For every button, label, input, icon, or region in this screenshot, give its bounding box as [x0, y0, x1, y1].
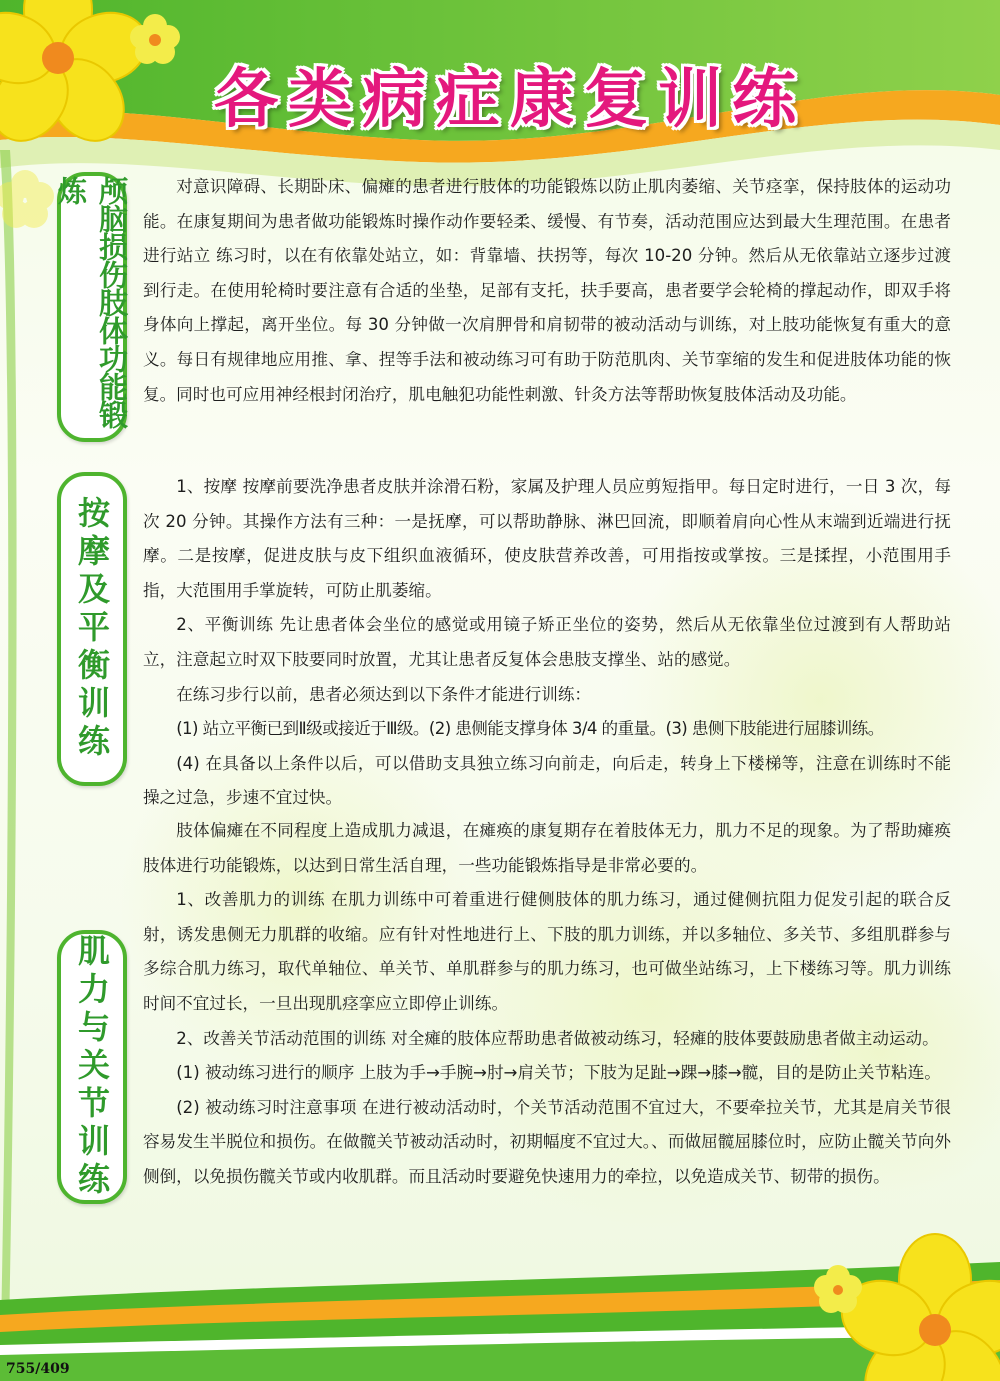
section-massage-balance-text [143, 470, 951, 816]
section-label-text: 颅脑损伤肢体功能锻炼 [54, 176, 129, 428]
page-title: 各类病症康复训练 [214, 63, 806, 137]
section-muscle-joint-text [143, 814, 951, 1195]
paragraph: 1、按摩 按摩前要洗净患者皮肤并涂滑石粉，家属及护理人员应剪短指甲。每日定时进行，一日 3 次，每次 20 分钟。其操作方法有三种：一是抚摩，可以帮助静脉、淋巴回流，即顺着肩向心性从末端到近端进行抚摩。二是按摩，促进皮肤与皮下组织血液循环，使皮肤营养改善，可用指按或掌按。三是揉捏，小范围用手指，大范围用手掌旋转，可防止肌萎缩。 [143, 477, 951, 600]
section-label-muscle-joint [57, 930, 127, 1204]
paragraph: 对意识障碍、长期卧床、偏瘫的患者进行肢体的功能锻炼以防止肌肉萎缩、关节痉挛，保持肢体的运动功能。在康复期间为患者做功能锻炼时操作动作要轻柔、缓慢、有节奏，活动范围应达到最大生理范围。在患者进行站立 练习时，以在有依靠处站立，如：背靠墙、扶拐等，每次 10-20 分钟。然后从无依靠站立逐步过渡到行走。在使用轮椅时要注意有合适的坐垫，足部有支托，扶手要高，患者要学会轮椅的撑起动作，即双手将身体向上撑起，离开坐位。每 30 分钟做一次肩胛骨和肩韧带的被动活动与训练，对上肢功能恢复有重大的意义。每日有规律地应用推、拿、捏等手法和被动练习可有助于防范肌肉、关节挛缩的发生和促进肢体功能的恢复。同时也可应用神经根封闭治疗，肌电触犯功能性刺激、针灸方法等帮助恢复肢体活动及功能。 [143, 177, 951, 404]
paragraph: (4) 在具备以上条件以后，可以借助支具独立练习向前走，向后走，转身上下楼梯等，注意在训练时不能操之过急，步速不宜过快。 [143, 753, 951, 808]
paragraph: (1) 站立平衡已到Ⅱ级或接近于Ⅲ级。(2) 患侧能支撑身体 3/4 的重量。(3) 患侧下肢能进行屈膝训练。 [176, 719, 884, 739]
paragraph: 在练习步行以前，患者必须达到以下条件才能进行训练： [176, 684, 592, 704]
section-label-text: 按摩及平衡训练 [73, 496, 111, 762]
paragraph: 2、平衡训练 先让患者体会坐位的感觉或用镜子矫正坐位的姿势，然后从无依靠坐位过渡到有人帮助站立，注意起立时双下肢要同时放置，尤其让患者反复体会患肢支撑坐、站的感觉。 [143, 615, 951, 669]
paragraph: (2) 被动练习时注意事项 在进行被动活动时，个关节活动范围不宜过大，不要牵拉关节，尤其是肩关节很容易发生半脱位和损伤。在做髋关节被动活动时，初期幅度不宜过大。、而做屈髋屈膝位时，应防止髋关节向外侧倒，以免损伤髋关节或内收肌群。而且活动时要避免快速用力的牵拉，以免造成关节、韧带的损伤。 [143, 1097, 951, 1186]
footer-code: 755/409 [6, 1361, 70, 1377]
section-label-brain-injury [54, 172, 129, 442]
paragraph: 2、改善关节活动范围的训练 对全瘫的肢体应帮助患者做被动练习，轻瘫的肢体要鼓励患者做主动运动。 [176, 1028, 939, 1048]
section-label-massage-balance [57, 472, 127, 786]
paragraph: 1、改善肌力的训练 在肌力训练中可着重进行健侧肢体的肌力练习，通过健侧抗阻力促发引起的联合反射，诱发患侧无力肌群的收缩。应有针对性地进行上、下肢的肌力训练，并以多轴位、多关节、多组肌群参与多综合肌力练习，取代单轴位、单关节、单肌群参与的肌力练习，也可做坐站练习，上下楼练习等。肌力训练时间不宜过长，一旦出现肌痉挛应立即停止训练。 [143, 890, 951, 1013]
section-brain-injury-text [143, 170, 951, 412]
paragraph: (1) 被动练习进行的顺序 上肢为手→手腕→肘→肩关节；下肢为足趾→踝→膝→髋，目的是防止关节粘连。 [176, 1063, 941, 1083]
paragraph: 肢体偏瘫在不同程度上造成肌力减退，在瘫痪的康复期存在着肢体无力，肌力不足的现象。为了帮助瘫痪肢体进行功能锻炼，以达到日常生活自理，一些功能锻炼指导是非常必要的。 [143, 821, 951, 875]
section-label-text: 肌力与关节训练 [73, 934, 111, 1200]
